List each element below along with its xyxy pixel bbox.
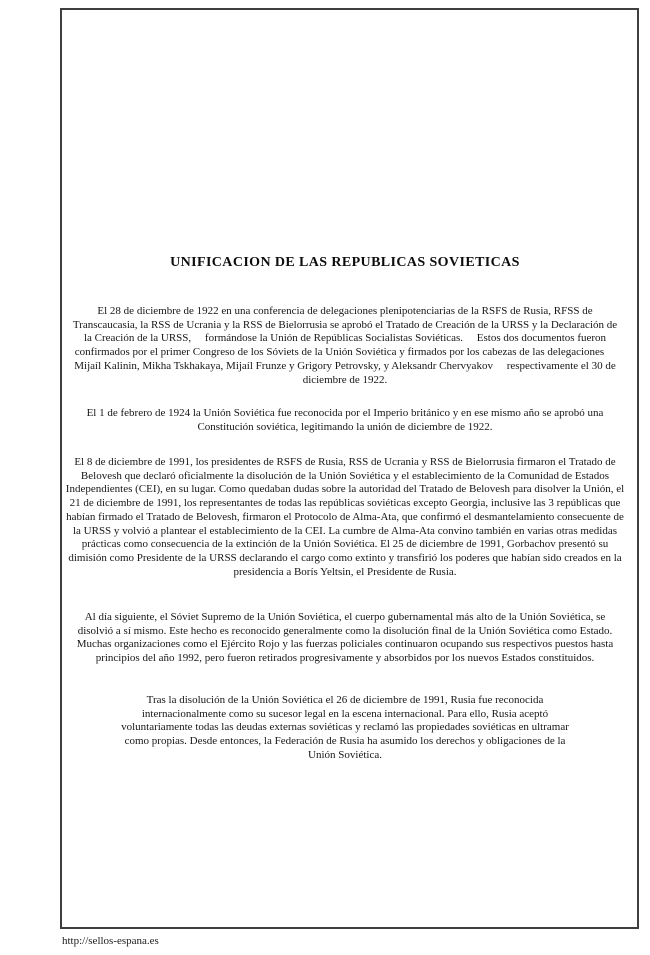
paragraph-5-text: Tras la disolución de la Unión Soviética el 26 de diciembre de 1991, Rusia fue reconocida internacionalmente como su sucesor legal en la escena internacional. Para ello, Rusia aceptó voluntariamente todas las deudas externas soviéticas y reclamó las propiedades soviéticas en ultramar como propias. Desde entonces, la Federación de Rusia ha asumido los derechos y obligaciones de la Unión Soviética. [121,694,569,761]
paragraph-1 [62,305,628,387]
paragraph-1-text: El 28 de diciembre de 1922 en una conferencia de delegaciones plenipotenciarias de la RSFS de Rusia, RFSS de Transcaucasia, la RSS de Ucrania y la RSS de Bielorrusia se aprobó el Tratado de Creación de la URSS y la Declaración de la Creación de la URSS, formándose la Unión de Repúblicas Socialistas Soviéticas. Estos dos documentos fueron confirmados por el primer Congreso de los Sóviets de la Unión Soviética y firmados por los cabezas de las delegaciones Mijaíl Kalinin, Mikha Tskhakaya, Mijaíl Frunze y Grigory Petrovsky, y Aleksandr Chervyakov respectivamente el 30 de diciembre de 1922. [72,305,618,386]
paragraph-4-text: Al día siguiente, el Sóviet Supremo de la Unión Soviética, el cuerpo gubernamental más alto de la Unión Soviética, se disolvió a sí mismo. Este hecho es reconocido generalmente como la disolución final de la Unión Soviética como Estado. Muchas organizaciones como el Ejército Rojo y las fuerzas policiales continuaron ocupando sus respectivos puestos hasta principios del año 1992, pero fueron retirados progresivamente y absorbidos por los nuevos Estados constituidos. [76,611,614,665]
paragraph-2-text: El 1 de febrero de 1924 la Unión Soviética fue reconocida por el Imperio británico y en ese mismo año se aprobó una Constitución soviética, legitimando la unión de diciembre de 1922. [86,407,604,433]
document-title: UNIFICACION DE LAS REPUBLICAS SOVIETICAS [170,255,520,270]
paragraph-2 [62,407,628,434]
paragraph-3 [62,456,628,579]
source-url: http://sellos-espana.es [62,935,159,947]
paragraph-3-text: El 8 de diciembre de 1991, los presidentes de RSFS de Rusia, RSS de Ucrania y RSS de Bielorrusia firmaron el Tratado de Belovesh que declaró oficialmente la disolución de la Unión Soviética y el establecimiento de la Comunidad de Estados Independientes (CEI), en su lugar. Como quedaban dudas sobre la autoridad del Tratado de Belovesh para disolver la Unión, el 21 de diciembre de 1991, los representantes de todas las repúblicas soviéticas excepto Georgia, inclusive las 3 repúblicas que habían firmado el Tratado de Belovesh, firmaron el Protocolo de Alma-Ata, que confirmó el desmantelamiento consecuente de la URSS y volvió a plantear el establecimiento de la CEI. La cumbre de Alma-Ata convino también en varias otras medidas prácticas como consecuencia de la extinción de la Unión Soviética. El 25 de diciembre de 1991, Gorbachov presentó su dimisión como Presidente de la URSS declarando el cargo como extinto y transfirió los poderes que habían sido creados en la presidencia a Borís Yeltsin, el Presidente de Rusia. [65,456,625,578]
paragraph-5 [62,694,628,763]
paragraph-4 [62,611,628,666]
